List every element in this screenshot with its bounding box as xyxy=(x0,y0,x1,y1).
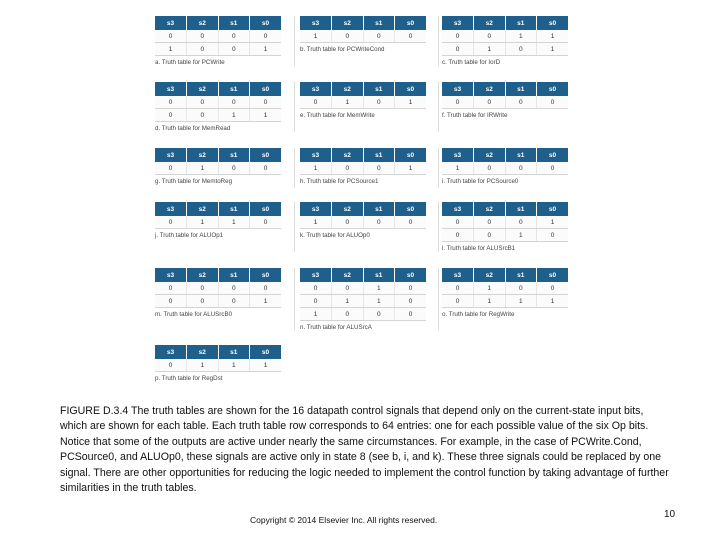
truth-table-pcwritecond xyxy=(300,16,426,53)
truth-table-grid xyxy=(155,345,281,372)
truth-table-grid xyxy=(155,148,281,175)
truth-table-grid xyxy=(300,268,426,321)
table-cell: 1 xyxy=(474,295,506,308)
truth-table-grid xyxy=(155,82,281,122)
column-header: s0 xyxy=(250,16,282,30)
column-header: s1 xyxy=(218,268,250,282)
column-header: s1 xyxy=(505,82,537,96)
table-header-row xyxy=(300,82,426,96)
truth-table-grid xyxy=(300,16,426,43)
table-row xyxy=(442,162,568,175)
table-cell: 1 xyxy=(505,30,537,43)
table-cell: 0 xyxy=(218,30,250,43)
column-header: s0 xyxy=(250,82,282,96)
column-header: s2 xyxy=(474,268,506,282)
table-caption: l. Truth table for ALUSrcB1 xyxy=(442,245,516,252)
column-header: s2 xyxy=(474,82,506,96)
column-header: s2 xyxy=(187,345,219,359)
table-row xyxy=(155,216,281,229)
table-cell: 0 xyxy=(155,359,187,372)
table-cell: 1 xyxy=(300,216,332,229)
table-caption: m. Truth table for ALUSrcB0 xyxy=(155,311,233,318)
column-header: s2 xyxy=(332,202,364,216)
table-cell: 0 xyxy=(363,30,395,43)
table-header-row xyxy=(155,82,281,96)
table-cell: 1 xyxy=(537,43,569,56)
table-cell: 0 xyxy=(218,282,250,295)
table-row xyxy=(155,359,281,372)
table-cell: 0 xyxy=(155,216,187,229)
table-cell: 1 xyxy=(332,295,364,308)
column-header: s3 xyxy=(442,202,474,216)
table-cell: 0 xyxy=(442,229,474,242)
column-header: s3 xyxy=(300,16,332,30)
column-divider xyxy=(294,82,295,132)
column-header: s1 xyxy=(363,148,395,162)
table-cell: 0 xyxy=(187,43,219,56)
column-header: s3 xyxy=(300,268,332,282)
table-cell: 0 xyxy=(537,229,569,242)
table-caption: g. Truth table for MemtoReg xyxy=(155,178,233,185)
table-cell: 1 xyxy=(218,216,250,229)
table-cell: 0 xyxy=(505,282,537,295)
table-cell: 0 xyxy=(442,30,474,43)
table-cell: 0 xyxy=(332,308,364,321)
table-caption: a. Truth table for PCWrite xyxy=(155,59,225,66)
truth-table-memread xyxy=(155,82,281,132)
column-header: s1 xyxy=(363,268,395,282)
table-row xyxy=(155,109,281,122)
table-header-row xyxy=(155,268,281,282)
table-row xyxy=(155,162,281,175)
copyright-notice: Copyright © 2014 Elsevier Inc. All rights reserved. xyxy=(250,515,438,525)
table-header-row xyxy=(155,202,281,216)
table-cell: 1 xyxy=(537,30,569,43)
column-header: s2 xyxy=(187,268,219,282)
truth-table-iord xyxy=(442,16,568,66)
truth-table-alusrcb1 xyxy=(442,202,568,252)
table-cell: 1 xyxy=(155,43,187,56)
table-cell: 1 xyxy=(187,216,219,229)
column-header: s2 xyxy=(474,16,506,30)
column-header: s1 xyxy=(363,16,395,30)
table-caption: k. Truth table for ALUOp0 xyxy=(300,232,370,239)
table-header-row xyxy=(155,345,281,359)
table-cell: 0 xyxy=(442,282,474,295)
truth-table-grid xyxy=(155,16,281,56)
table-cell: 0 xyxy=(218,295,250,308)
column-header: s1 xyxy=(218,345,250,359)
column-header: s0 xyxy=(537,148,569,162)
column-header: s3 xyxy=(155,82,187,96)
table-cell: 1 xyxy=(474,43,506,56)
table-row xyxy=(442,216,568,229)
table-header-row xyxy=(300,16,426,30)
column-header: s2 xyxy=(187,82,219,96)
table-cell: 0 xyxy=(155,30,187,43)
column-divider xyxy=(294,148,295,188)
truth-table-alusrcb0 xyxy=(155,268,281,318)
table-cell: 0 xyxy=(187,30,219,43)
table-row xyxy=(300,162,426,175)
column-divider xyxy=(438,268,439,330)
table-cell: 1 xyxy=(187,162,219,175)
table-cell: 1 xyxy=(250,109,282,122)
truth-table-irwrite xyxy=(442,82,568,119)
column-header: s1 xyxy=(218,16,250,30)
column-header: s1 xyxy=(505,268,537,282)
table-row xyxy=(300,30,426,43)
table-cell: 1 xyxy=(474,282,506,295)
table-caption: n. Truth table for ALUSrcA xyxy=(300,324,372,331)
table-cell: 1 xyxy=(300,162,332,175)
table-cell: 1 xyxy=(537,295,569,308)
truth-table-grid xyxy=(300,82,426,109)
truth-table-regwrite xyxy=(442,268,568,318)
truth-table-grid xyxy=(442,82,568,109)
table-cell: 0 xyxy=(363,162,395,175)
column-header: s0 xyxy=(250,202,282,216)
table-cell: 0 xyxy=(474,216,506,229)
truth-table-grid xyxy=(300,202,426,229)
table-cell: 1 xyxy=(300,30,332,43)
column-header: s1 xyxy=(363,82,395,96)
column-header: s0 xyxy=(395,148,427,162)
column-header: s1 xyxy=(363,202,395,216)
table-row xyxy=(300,282,426,295)
table-header-row xyxy=(155,148,281,162)
table-cell: 0 xyxy=(250,30,282,43)
column-header: s3 xyxy=(300,202,332,216)
table-cell: 0 xyxy=(474,96,506,109)
table-cell: 0 xyxy=(363,96,395,109)
table-cell: 1 xyxy=(218,359,250,372)
table-cell: 0 xyxy=(442,43,474,56)
table-cell: 0 xyxy=(474,229,506,242)
table-cell: 0 xyxy=(187,109,219,122)
truth-table-regdst xyxy=(155,345,281,382)
table-cell: 0 xyxy=(187,96,219,109)
table-cell: 0 xyxy=(300,282,332,295)
column-header: s0 xyxy=(395,82,427,96)
table-cell: 1 xyxy=(218,109,250,122)
column-header: s2 xyxy=(187,148,219,162)
table-row xyxy=(300,308,426,321)
column-header: s1 xyxy=(218,82,250,96)
table-cell: 0 xyxy=(300,295,332,308)
table-caption: b. Truth table for PCWriteCond xyxy=(300,46,385,53)
column-header: s1 xyxy=(218,202,250,216)
figure-description: FIGURE D.3.4 The truth tables are shown for the 16 datapath control signals that depend only on the current-state input bits, which are shown for each table. Each truth table row corresponds to 64 entries: one for each possible value of the six Op bits. Notice that some of the outputs are active under nearly the same circumstances. For example, in the case of PCWrite.Cond, PCSource0, and ALUOp0, these signals are active only in state 8 (see b, i, and k). These three signals could be replaced by one signal. There are other opportunities for reducing the logic needed to implement the control function by taking advantage of further similarities in the truth tables. xyxy=(60,405,669,495)
table-cell: 0 xyxy=(474,162,506,175)
truth-table-grid xyxy=(155,268,281,308)
table-caption: i. Truth table for PCSource0 xyxy=(442,178,519,185)
column-divider xyxy=(438,148,439,188)
column-header: s1 xyxy=(218,148,250,162)
table-cell: 0 xyxy=(395,282,427,295)
column-header: s1 xyxy=(505,148,537,162)
table-cell: 0 xyxy=(442,96,474,109)
table-cell: 0 xyxy=(363,216,395,229)
table-cell: 1 xyxy=(505,229,537,242)
table-header-row xyxy=(155,16,281,30)
table-cell: 1 xyxy=(300,308,332,321)
table-cell: 0 xyxy=(332,30,364,43)
table-caption: p. Truth table for RegDst xyxy=(155,375,223,382)
table-cell: 0 xyxy=(155,295,187,308)
table-cell: 1 xyxy=(395,96,427,109)
truth-table-pcwrite xyxy=(155,16,281,66)
table-cell: 1 xyxy=(250,295,282,308)
column-header: s2 xyxy=(187,16,219,30)
table-row xyxy=(155,43,281,56)
truth-table-aluop1 xyxy=(155,202,281,239)
table-row xyxy=(300,295,426,308)
table-cell: 0 xyxy=(155,162,187,175)
table-cell: 1 xyxy=(363,295,395,308)
table-row xyxy=(442,282,568,295)
column-header: s0 xyxy=(250,268,282,282)
table-header-row xyxy=(300,268,426,282)
table-header-row xyxy=(442,16,568,30)
column-header: s0 xyxy=(537,16,569,30)
column-header: s3 xyxy=(300,82,332,96)
table-cell: 0 xyxy=(250,162,282,175)
table-header-row xyxy=(442,268,568,282)
column-header: s0 xyxy=(250,148,282,162)
table-header-row xyxy=(442,202,568,216)
truth-table-grid xyxy=(300,148,426,175)
table-cell: 0 xyxy=(505,162,537,175)
table-cell: 1 xyxy=(505,295,537,308)
column-divider xyxy=(294,202,295,252)
column-header: s0 xyxy=(537,82,569,96)
table-cell: 0 xyxy=(537,282,569,295)
table-cell: 1 xyxy=(537,216,569,229)
truth-table-pcsource1 xyxy=(300,148,426,185)
truth-table-alusrca xyxy=(300,268,426,331)
column-header: s3 xyxy=(442,268,474,282)
column-divider xyxy=(294,16,295,66)
column-header: s0 xyxy=(250,345,282,359)
table-cell: 0 xyxy=(332,162,364,175)
column-header: s3 xyxy=(442,16,474,30)
table-cell: 1 xyxy=(395,162,427,175)
table-cell: 1 xyxy=(187,359,219,372)
column-header: s2 xyxy=(332,16,364,30)
table-cell: 0 xyxy=(187,295,219,308)
table-row xyxy=(442,229,568,242)
table-cell: 1 xyxy=(332,96,364,109)
column-header: s3 xyxy=(155,148,187,162)
column-header: s2 xyxy=(332,148,364,162)
truth-table-pcsource0 xyxy=(442,148,568,185)
table-cell: 1 xyxy=(250,43,282,56)
table-cell: 0 xyxy=(155,109,187,122)
column-header: s1 xyxy=(505,16,537,30)
column-header: s3 xyxy=(155,268,187,282)
table-cell: 0 xyxy=(363,308,395,321)
column-header: s3 xyxy=(155,202,187,216)
table-cell: 0 xyxy=(250,96,282,109)
column-header: s2 xyxy=(332,82,364,96)
table-cell: 0 xyxy=(218,43,250,56)
column-header: s1 xyxy=(505,202,537,216)
table-caption: h. Truth table for PCSource1 xyxy=(300,178,379,185)
table-cell: 0 xyxy=(155,96,187,109)
table-row xyxy=(300,216,426,229)
column-divider xyxy=(438,16,439,66)
column-header: s0 xyxy=(395,268,427,282)
truth-table-grid xyxy=(442,16,568,56)
truth-table-memtoreg xyxy=(155,148,281,185)
table-cell: 0 xyxy=(218,96,250,109)
truth-table-grid xyxy=(442,202,568,242)
column-header: s3 xyxy=(442,148,474,162)
table-cell: 0 xyxy=(442,295,474,308)
table-header-row xyxy=(300,148,426,162)
table-cell: 0 xyxy=(395,30,427,43)
column-header: s2 xyxy=(474,148,506,162)
column-header: s3 xyxy=(442,82,474,96)
table-cell: 0 xyxy=(537,162,569,175)
page-number: 10 xyxy=(664,509,676,520)
table-header-row xyxy=(442,82,568,96)
table-row xyxy=(155,282,281,295)
table-caption: d. Truth table for MemRead xyxy=(155,125,231,132)
table-row xyxy=(442,96,568,109)
table-cell: 0 xyxy=(332,216,364,229)
column-header: s3 xyxy=(155,345,187,359)
table-cell: 0 xyxy=(155,282,187,295)
table-cell: 0 xyxy=(395,295,427,308)
table-caption: o. Truth table for RegWrite xyxy=(442,311,515,318)
table-row xyxy=(442,295,568,308)
table-header-row xyxy=(300,202,426,216)
table-cell: 1 xyxy=(250,359,282,372)
column-header: s0 xyxy=(395,202,427,216)
truth-table-grid xyxy=(442,268,568,308)
table-row xyxy=(442,43,568,56)
table-row xyxy=(155,295,281,308)
table-cell: 0 xyxy=(474,30,506,43)
table-cell: 1 xyxy=(363,282,395,295)
table-cell: 0 xyxy=(187,282,219,295)
column-header: s2 xyxy=(332,268,364,282)
truth-table-grid xyxy=(442,148,568,175)
table-cell: 0 xyxy=(218,162,250,175)
truth-table-memwrite xyxy=(300,82,426,119)
table-header-row xyxy=(442,148,568,162)
column-header: s2 xyxy=(474,202,506,216)
column-header: s2 xyxy=(187,202,219,216)
column-header: s0 xyxy=(537,202,569,216)
table-cell: 0 xyxy=(537,96,569,109)
table-row xyxy=(155,30,281,43)
table-caption: c. Truth table for IorD xyxy=(442,59,501,66)
table-cell: 0 xyxy=(505,43,537,56)
column-divider xyxy=(438,82,439,132)
column-header: s3 xyxy=(155,16,187,30)
table-caption: e. Truth table for MemWrite xyxy=(300,112,375,119)
truth-table-grid xyxy=(155,202,281,229)
table-cell: 0 xyxy=(442,216,474,229)
table-cell: 0 xyxy=(250,216,282,229)
column-divider xyxy=(294,268,295,330)
table-cell: 0 xyxy=(332,282,364,295)
column-header: s0 xyxy=(537,268,569,282)
table-cell: 1 xyxy=(442,162,474,175)
table-cell: 0 xyxy=(505,216,537,229)
column-divider xyxy=(438,202,439,252)
column-header: s3 xyxy=(300,148,332,162)
table-row xyxy=(155,96,281,109)
table-cell: 0 xyxy=(505,96,537,109)
column-header: s0 xyxy=(395,16,427,30)
table-cell: 0 xyxy=(300,96,332,109)
table-cell: 0 xyxy=(250,282,282,295)
table-caption: j. Truth table for ALUOp1 xyxy=(155,232,224,239)
truth-table-aluop0 xyxy=(300,202,426,239)
table-cell: 0 xyxy=(395,216,427,229)
table-cell: 0 xyxy=(395,308,427,321)
table-row xyxy=(300,96,426,109)
table-caption: f. Truth table for IRWrite xyxy=(442,112,508,119)
table-row xyxy=(442,30,568,43)
